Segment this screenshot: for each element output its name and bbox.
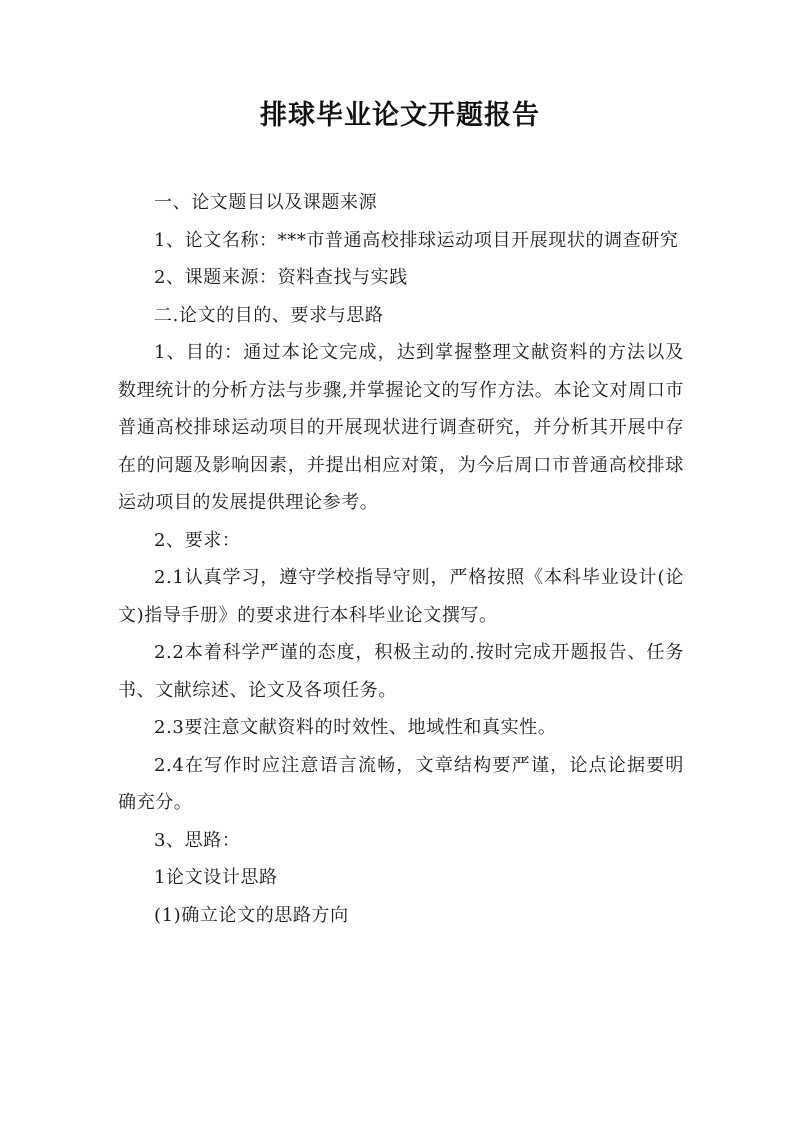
section-heading-purpose: 二.论文的目的、要求与思路	[154, 304, 384, 326]
subheading-requirements: 2、要求：	[154, 529, 241, 551]
paragraph-thesis-name: 1、论文名称：***市普通高校排球运动项目开展现状的调查研究	[154, 229, 679, 251]
paragraph-direction: (1)确立论文的思路方向	[154, 904, 349, 926]
paragraph-requirement-2-2: 2.2本着科学严谨的态度，积极主动的.按时完成开题报告、任务书、文献综述、论文及各项任务。	[118, 642, 684, 701]
document-body	[118, 184, 684, 934]
paragraph-topic-source: 2、课题来源：资料查找与实践	[154, 267, 408, 288]
paragraph-purpose: 1、目的：通过本论文完成，达到掌握整理文献资料的方法以及数理统计的分析方法与步骤,并掌握论文的写作方法。本论文对周口市普通高校排球运动项目的开展现状进行调查研究，并分析其开展中存在的问题及影响因素，并提出相应对策，为今后周口市普通高校排球运动项目的发展提供理论参考。	[118, 342, 684, 513]
document-title: 排球毕业论文开题报告	[260, 100, 540, 131]
paragraph-design-approach: 1论文设计思路	[154, 867, 278, 888]
section-heading-topic-source: 一、论文题目以及课题来源	[154, 192, 378, 213]
paragraph-requirement-2-3: 2.3要注意文献资料的时效性、地域性和真实性。	[154, 717, 557, 738]
paragraph-requirement-2-4: 2.4在写作时应注意语言流畅，文章结构要严谨，论点论据要明确充分。	[118, 754, 684, 813]
paragraph-requirement-2-1: 2.1认真学习，遵守学校指导守则，严格按照《本科毕业设计(论文)指导手册》的要求进行本科毕业论文撰写。	[118, 567, 684, 626]
subheading-approach: 3、思路：	[154, 829, 241, 851]
